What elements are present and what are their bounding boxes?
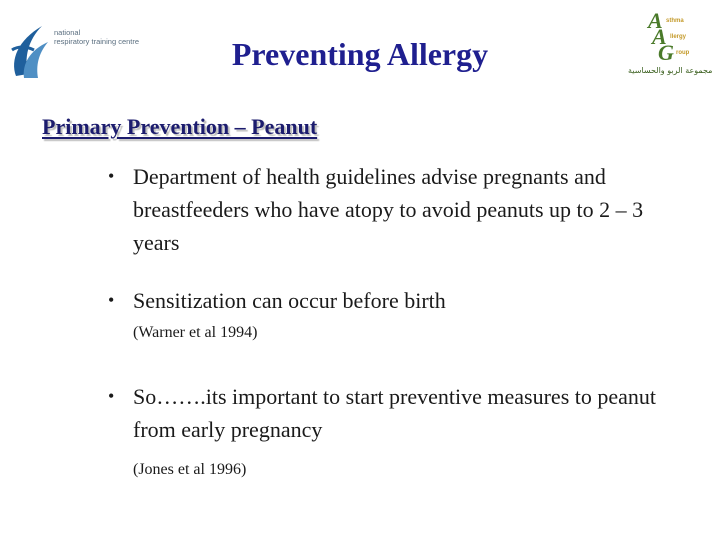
bullet-reference: (Jones et al 1996): [133, 461, 247, 478]
bullet-item: [108, 160, 693, 259]
aag-letter-3: G: [658, 40, 674, 65]
bullet-reference: (Warner et al 1994): [133, 324, 258, 341]
bullet-dot-icon: •: [108, 386, 115, 406]
slide-subtitle: Primary Prevention – Peanut: [42, 114, 318, 139]
aag-arabic-name: مجموعة الربو والحساسية: [628, 66, 713, 75]
bullet-text: So…….its important to start preventive measures to peanut from early pregnancy: [133, 384, 657, 442]
aag-letter-1: A: [648, 8, 663, 33]
nrtc-line-1: national: [54, 28, 81, 37]
slide-title: Preventing Allergy: [231, 36, 489, 72]
bullet-text: Department of health guidelines advise pregnants and breastfeeders who have atopy to avoid peanuts up to 2 – 3 years: [133, 164, 644, 255]
bullet-dot-icon: •: [108, 290, 115, 310]
bullet-item: [108, 284, 693, 317]
nrtc-line-2: respiratory training centre: [54, 37, 140, 46]
bullet-dot-icon: •: [108, 166, 115, 186]
aag-word-2: llergy: [670, 34, 687, 40]
aag-letter-2: A: [652, 24, 667, 49]
aag-word-1: sthma: [666, 18, 684, 24]
bullet-text: Sensitization can occur before birth: [133, 288, 446, 313]
aag-word-3: roup: [676, 50, 690, 56]
bullet-item: [108, 380, 693, 446]
